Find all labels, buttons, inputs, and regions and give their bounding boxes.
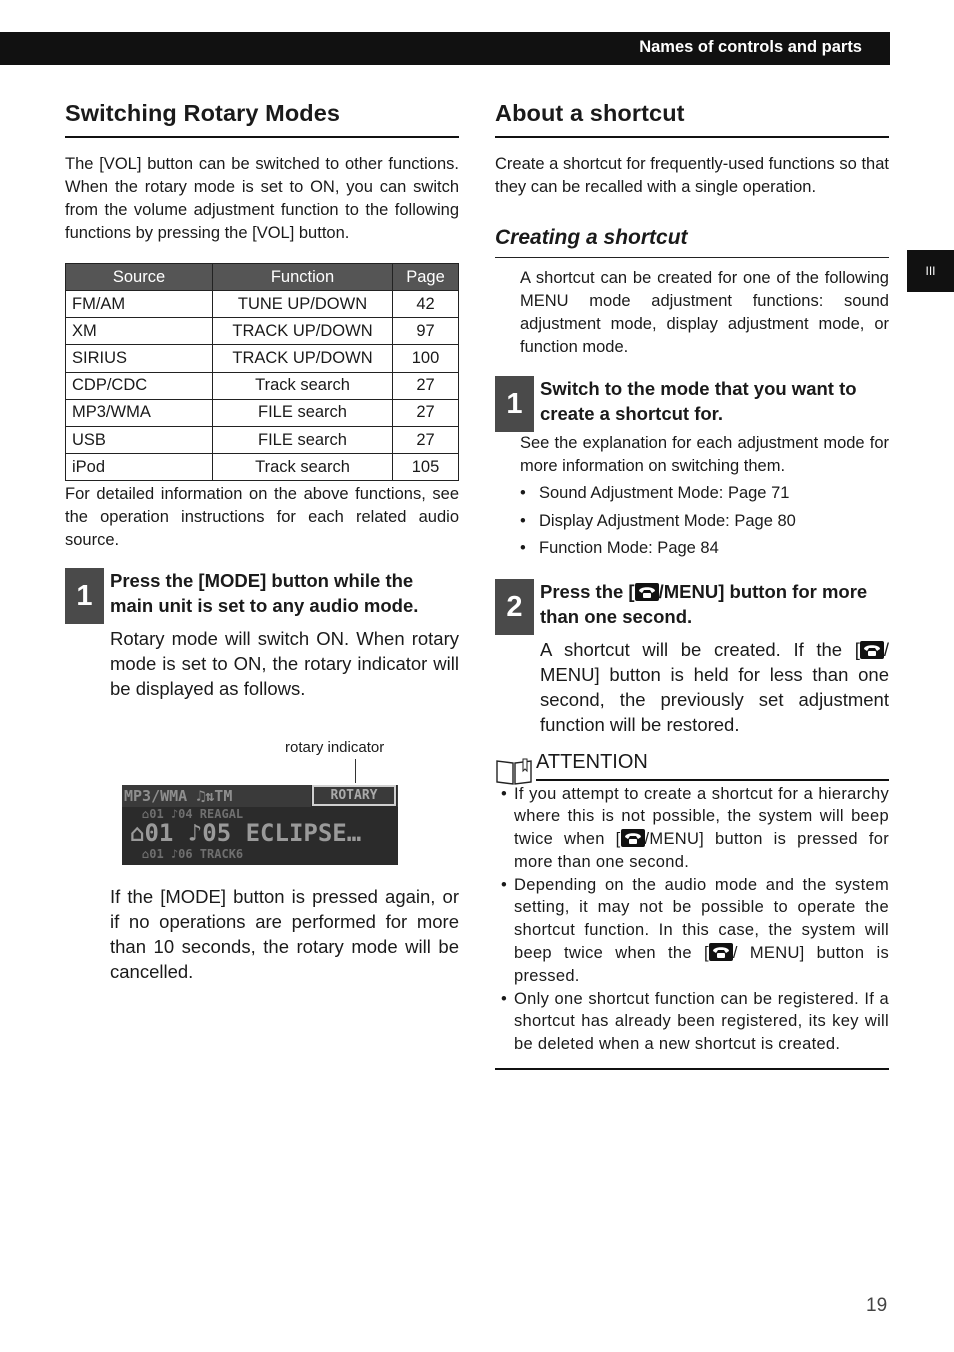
table-cell: USB [66, 426, 213, 453]
step-title-text: /MENU] button for more than one second. [540, 580, 868, 627]
phone-icon [621, 829, 645, 847]
table-cell: iPod [66, 454, 213, 481]
section-title-shortcut: About a shortcut [495, 100, 889, 138]
step-number-badge: 1 [495, 376, 534, 432]
table-row [66, 399, 459, 426]
table-cell: 42 [393, 291, 459, 318]
rotary-indicator-icon: ROTARY [312, 785, 396, 806]
attention-header [495, 750, 889, 783]
step-number-badge: 1 [65, 568, 104, 624]
table-header: Function [213, 264, 393, 291]
subsection-title: Creating a shortcut [495, 226, 889, 258]
shortcut-intro: Create a shortcut for frequently-used functions so that they can be recalled with a single operation. [495, 155, 889, 196]
table-cell: MP3/WMA [66, 399, 213, 426]
table-row [66, 318, 459, 345]
step-title [540, 579, 889, 629]
left-column [65, 100, 459, 982]
attention-label: ATTENTION [536, 750, 648, 773]
shortcut-step-2 [495, 579, 889, 737]
step-text [540, 637, 889, 737]
attention-text: /MENU] button is pressed for more than one second. [514, 830, 889, 871]
step-text-part: A shortcut will be created. If the [ [540, 638, 860, 660]
rotary-function-table [65, 263, 459, 481]
table-cell: TRACK UP/DOWN [213, 345, 393, 372]
list-item: • Function Mode: Page 84 [520, 537, 889, 565]
table-cell: XM [66, 318, 213, 345]
table-row [66, 291, 459, 318]
table-cell: 100 [393, 345, 459, 372]
callout-label: rotary indicator [285, 739, 385, 756]
table-cell: 27 [393, 372, 459, 399]
attention-bottom-rule [495, 1068, 889, 1070]
list-item [495, 874, 889, 988]
table-row [66, 372, 459, 399]
section-title-rotary: Switching Rotary Modes [65, 100, 459, 138]
table-note: For detailed information on the above functions, see the operation instructions for each related audio source. [65, 485, 459, 550]
list-item: • Sound Adjustment Mode: Page 71 [520, 482, 889, 510]
subsection-intro: A shortcut can be created for one of the following MENU mode adjustment functions: sound adjustment mode, display adjustment mode, or function mode. [520, 269, 889, 356]
lcd-source-text: MP3/WMA ♫⇅TM [124, 787, 233, 805]
attention-list [495, 783, 889, 1057]
step-title: Switch to the mode that you want to create a shortcut for. [540, 378, 857, 424]
phone-icon [860, 641, 884, 659]
table-cell: 97 [393, 318, 459, 345]
table-cell: FILE search [213, 426, 393, 453]
chapter-tab: III [907, 250, 954, 292]
table-cell: Track search [213, 372, 393, 399]
rotary-step-1 [65, 568, 459, 701]
lcd-current-track: ⌂01 ♪05 ECLIPSE… [130, 819, 362, 847]
table-row [66, 454, 459, 481]
table-header: Page [393, 264, 459, 291]
table-cell: 105 [393, 454, 459, 481]
list-item: • Display Adjustment Mode: Page 80 [520, 510, 889, 538]
attention-text: / MENU] button is pressed. [514, 944, 889, 985]
list-item [495, 783, 889, 874]
header-bar [0, 32, 890, 65]
shortcut-step-1 [495, 376, 889, 565]
lcd-prev-track: ⌂01 ♪04 REAGAL [142, 807, 244, 821]
table-cell: TUNE UP/DOWN [213, 291, 393, 318]
lcd-next-track: ⌂01 ♪06 TRACK6 [142, 847, 244, 861]
table-cell: Track search [213, 454, 393, 481]
rotary-intro: The [VOL] button can be switched to other functions. When the rotary mode is set to ON, you can switch from the volume adjustment function to the following functions by pressing the [VOL] button. [65, 155, 459, 242]
step-text: See the explanation for each adjustment mode for more information on switching them. [520, 434, 889, 475]
table-header: Source [66, 264, 213, 291]
table-header-row [66, 264, 459, 291]
step-text-part: / MENU] button is held for less than one second, the previously set adjustment function will be restored. [540, 638, 889, 735]
right-column [495, 100, 889, 1070]
table-row [66, 426, 459, 453]
step-title: Press the [MODE] button while the main unit is set to any audio mode. [110, 570, 419, 617]
open-book-icon [495, 757, 533, 785]
step-number-badge: 2 [495, 579, 534, 635]
table-row [66, 345, 459, 372]
table-cell: SIRIUS [66, 345, 213, 372]
phone-icon [635, 583, 659, 601]
table-cell: FM/AM [66, 291, 213, 318]
attention-box [495, 750, 889, 1071]
attention-text: If you attempt to create a shortcut for a hierarchy where this is not possible, the system will beep twice when [ [514, 784, 889, 849]
table-cell: 27 [393, 426, 459, 453]
attention-rule [536, 779, 889, 781]
header-title: Names of controls and parts [639, 38, 862, 56]
rotary-cancel-text: If the [MODE] button is pressed again, or if no operations are performed for more than 10 seconds, the rotary mode will be cancelled. [110, 886, 459, 982]
callout-leader-line [355, 759, 356, 783]
lcd-display-image [122, 785, 398, 865]
table-cell: FILE search [213, 399, 393, 426]
table-cell: TRACK UP/DOWN [213, 318, 393, 345]
table-cell: 27 [393, 399, 459, 426]
list-item: • Only one shortcut function can be registered. If a shortcut has already been registered, its key will be deleted when a new shortcut is created. [495, 988, 889, 1056]
table-cell: CDP/CDC [66, 372, 213, 399]
page-number: 19 [866, 1295, 888, 1316]
mode-page-list [520, 482, 889, 565]
step-title-text: Press the [ [540, 580, 635, 602]
attention-text: Depending on the audio mode and the system setting, it may not be possible to operate the shortcut function. In this case, the system will beep twice when the [ [514, 875, 889, 963]
phone-icon [709, 943, 733, 961]
step-text: Rotary mode will switch ON. When rotary mode is set to ON, the rotary indicator will be displayed as follows. [110, 628, 459, 700]
